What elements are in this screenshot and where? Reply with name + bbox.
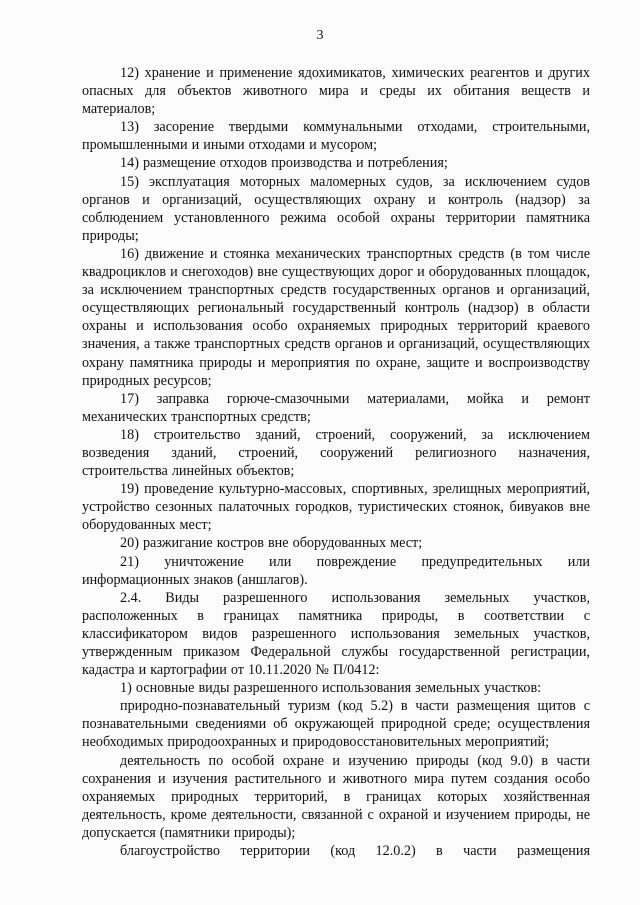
paragraph-item-17: 17) заправка горюче-смазочными материалами, мойка и ремонт механических транспортных средств; — [82, 390, 590, 425]
paragraph-item-21: 21) уничтожение или повреждение предупредительных или информационных знаков (аншлагов). — [82, 553, 590, 588]
paragraph-item-20: 20) разжигание костров вне оборудованных мест; — [120, 535, 423, 552]
paragraph-main-uses-heading: 1) основные виды разрешенного использования земельных участков: — [120, 680, 542, 697]
paragraph-item-13: 13) засорение твердыми коммунальными отходами, строительными, промышленными и иными отходами и мусором; — [82, 119, 590, 154]
paragraph-item-16: 16) движение и стоянка механических транспортных средств (в том числе квадроциклов и снегоходов) вне существующих дорог и оборудованных площадок, за исключением транспортных средств государственных органов и организаций, осуществляющих региональный государственный контроль (надзор) в области охраны и использования особо охраняемых природных территорий краевого значения, а также транспортных средств органов и организаций, осуществляющих охрану памятника природы и мероприятия по охране, защите и воспроизводству природных ресурсов; — [82, 245, 590, 389]
paragraph-use-landscaping: благоустройство территории (код 12.0.2) в части размещения — [120, 843, 590, 860]
document-body — [82, 64, 590, 860]
paragraph-item-19: 19) проведение культурно-массовых, спортивных, зрелищных мероприятий, устройство сезонных палаточных городков, туристических стоянок, бивуаков вне оборудованных мест; — [82, 481, 590, 534]
paragraph-section-2-4: 2.4. Виды разрешенного использования земельных участков, расположенных в границах памятника природы, в соответствии с классификатором видов разрешенного использования земельных участков, утвержденным приказом Федеральной службы государственной регистрации, кадастра и картографии от 10.11.2020 № П/0412: — [82, 589, 590, 679]
page-number: 3 — [316, 28, 324, 43]
paragraph-item-14: 14) размещение отходов производства и потребления; — [120, 155, 448, 172]
paragraph-item-15: 15) эксплуатация моторных маломерных судов, за исключением судов органов и организаций, осуществляющих охрану и контроль (надзор) за соблюдением установленного режима особой охраны территории памятника природы; — [82, 173, 590, 244]
paragraph-item-12: 12) хранение и применение ядохимикатов, химических реагентов и других опасных для объектов животного мира и среды их обитания веществ и материалов; — [82, 65, 590, 118]
paragraph-item-18: 18) строительство зданий, строений, сооружений, за исключением возведения зданий, строений, сооружений религиозного назначения, строительства линейных объектов; — [82, 426, 590, 480]
paragraph-use-nature-protection: деятельность по особой охране и изучению природы (код 9.0) в части сохранения и изучения растительного и животного мира путем создания особо охраняемых природных территорий, в границах которых хозяйственная деятельность, кроме деятельности, связанной с охраной и изучением природы, не допускается (памятники природы); — [82, 752, 590, 841]
paragraph-use-nature-tourism: природно-познавательный туризм (код 5.2) в части размещения щитов с познавательными сведениями об окружающей природной среде; осуществления необходимых природоохранных и природовосстановительных мероприятий; — [82, 698, 590, 751]
